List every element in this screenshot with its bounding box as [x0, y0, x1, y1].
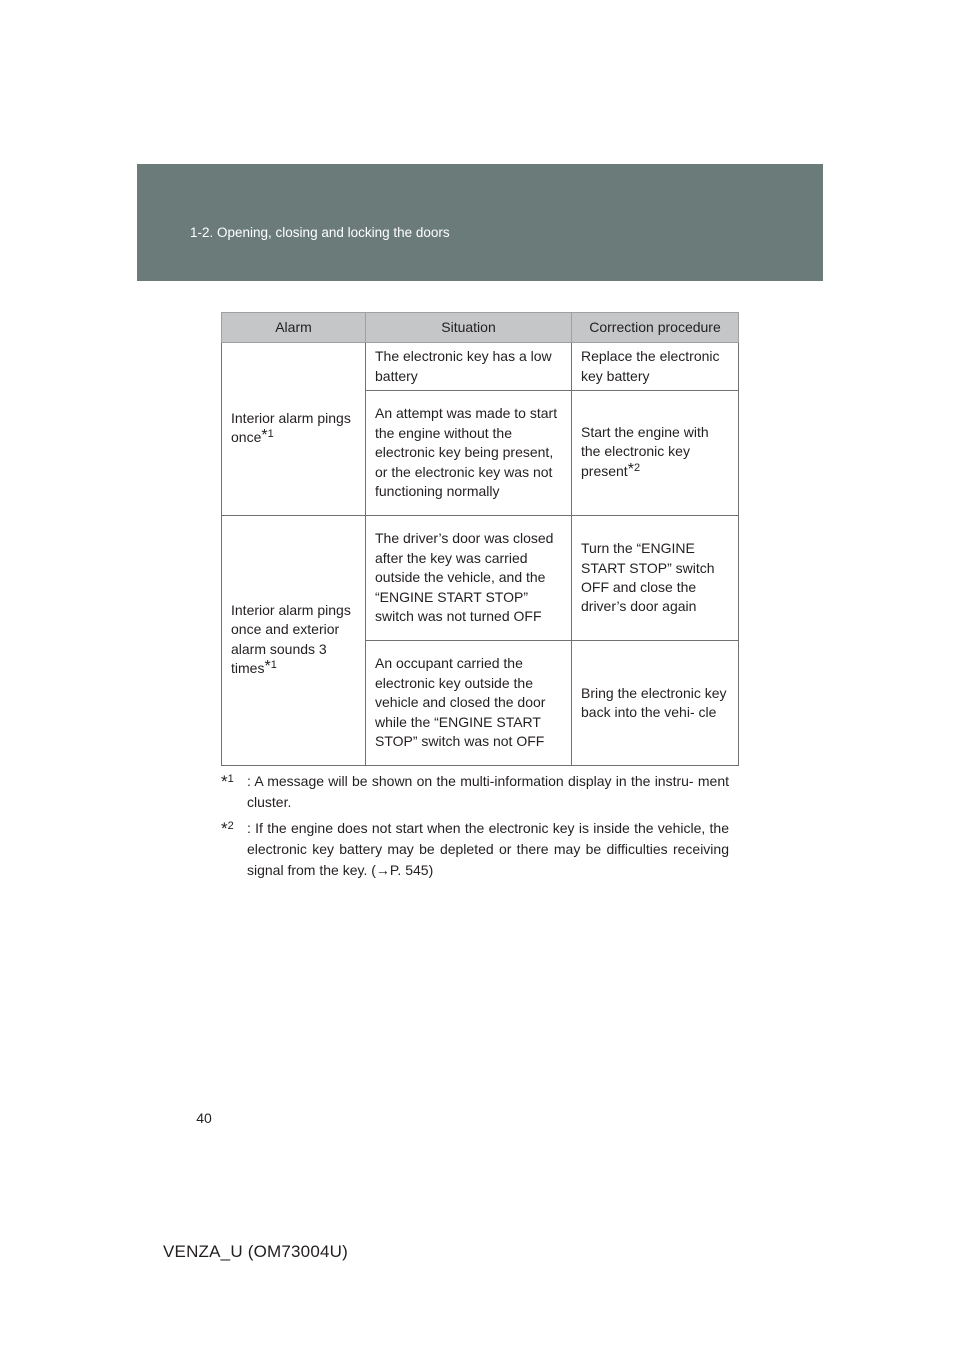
page-number-row: [0, 1110, 960, 1126]
footnotes: [221, 771, 729, 886]
correction-cell: Replace the electronic key battery: [572, 343, 739, 391]
correction-cell: [572, 391, 739, 516]
section-header-band: [137, 164, 823, 281]
alarm-cell: [222, 343, 366, 516]
column-header-alarm: Alarm: [222, 313, 366, 343]
document-id: VENZA_U (OM73004U): [163, 1242, 348, 1261]
footnote-ref: *2: [627, 460, 641, 478]
footnote-ref: *1: [261, 427, 274, 444]
situation-cell: The electronic key has a low battery: [366, 343, 572, 391]
situation-cell: An occupant carried the electronic key outside the vehicle and closed the door while the “ENGINE START STOP” switch was not OFF: [366, 641, 572, 766]
alarm-text: Interior alarm pings once and exterior alarm sounds 3 times: [231, 601, 351, 676]
section-title: 1-2. Opening, closing and locking the doors: [190, 225, 450, 240]
footnote-item: [221, 771, 729, 813]
correction-cell: Bring the electronic key back into the vehi- cle: [572, 641, 739, 766]
footnote-item: [221, 818, 729, 881]
correction-text: Start the engine with the electronic key present: [581, 423, 709, 479]
footnote-marker: *$^2$: [221, 819, 234, 838]
footnote-ref: *1: [264, 657, 277, 675]
table-row: [222, 516, 739, 641]
page-number: 40: [196, 1110, 212, 1126]
table-row: [222, 343, 739, 391]
situation-cell: The driver’s door was closed after the key was carried outside the vehicle, and the “ENGINE START STOP” switch was not turned OFF: [366, 516, 572, 641]
column-header-situation: Situation: [366, 313, 572, 343]
table-header-row: [222, 313, 739, 343]
footnote-marker: *$^1$: [221, 772, 234, 791]
situation-cell: An attempt was made to start the engine without the electronic key being present, or the electronic key was not functioning normally: [366, 391, 572, 516]
alarm-text: Interior alarm pings once: [231, 409, 351, 445]
correction-cell: Turn the “ENGINE START STOP” switch OFF and close the driver’s door again: [572, 516, 739, 641]
column-header-correction: Correction procedure: [572, 313, 739, 343]
alarm-cell: [222, 516, 366, 766]
footnote-text: : If the engine does not start when the electronic key is inside the vehicle, the electronic key battery may be depleted or there may be difficulties receiving signal from the key. (→P. 545): [247, 820, 729, 878]
footnote-text: : A message will be shown on the multi-information display in the instru- ment cluster.: [247, 773, 729, 810]
alarm-table: [221, 312, 739, 766]
